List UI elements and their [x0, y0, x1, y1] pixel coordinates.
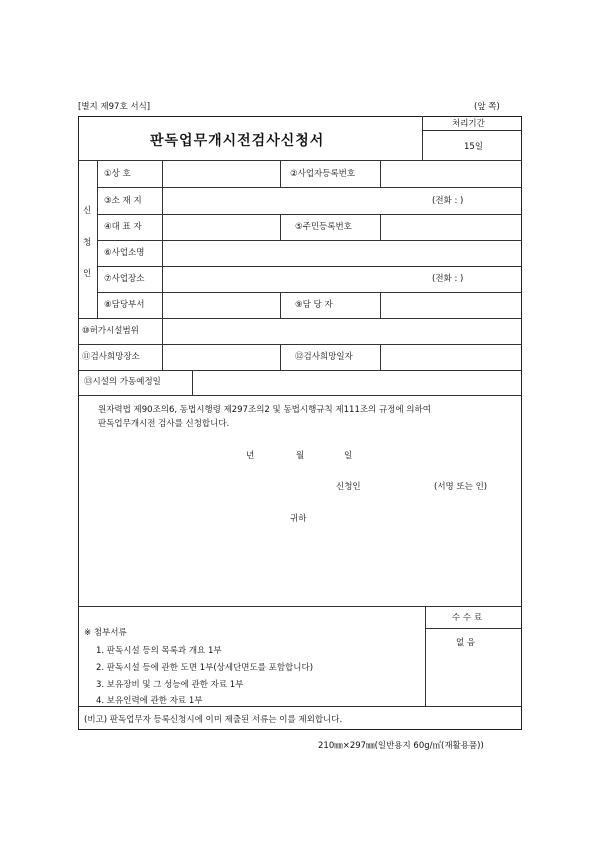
date-month-label: 월 — [296, 451, 305, 461]
permit-scope-label: ⑩허가시설범위 — [82, 326, 139, 336]
processing-period-label: 처리기간 — [452, 119, 485, 129]
divider — [380, 292, 381, 318]
divider — [192, 370, 193, 395]
workplace-field[interactable] — [165, 270, 415, 288]
divider — [97, 160, 98, 318]
attachment-item: 3. 보유장비 및 그 성능에 관한 자료 1부 — [96, 680, 244, 690]
processing-period-value: 15일 — [464, 142, 484, 152]
operation-date-field[interactable] — [195, 373, 519, 391]
form-reference: [별지 제97호 서식] — [78, 102, 151, 112]
divider — [422, 130, 522, 131]
divider — [78, 395, 522, 396]
date-month-field[interactable] — [262, 447, 292, 465]
page-side-label: (앞 쪽) — [474, 102, 500, 112]
person-in-charge-field[interactable] — [383, 296, 519, 314]
statement-line-2: 판독업무개시전 검사를 신청합니다. — [98, 419, 230, 429]
form-title: 판독업무개시전검사신청서 — [150, 133, 325, 149]
divider — [280, 214, 281, 240]
date-year-field[interactable] — [200, 447, 240, 465]
trade-name-field[interactable] — [165, 165, 277, 183]
divider — [97, 266, 522, 267]
divider — [380, 160, 381, 187]
divider — [280, 292, 281, 318]
applicant-group-label: 인 — [83, 269, 92, 279]
date-year-label: 년 — [246, 451, 255, 461]
business-name-field[interactable] — [165, 244, 519, 262]
divider — [425, 606, 426, 706]
department-label: ⑧담당부서 — [104, 300, 145, 310]
representative-field[interactable] — [165, 218, 277, 236]
biz-reg-no-field[interactable] — [383, 165, 519, 183]
date-day-label: 일 — [344, 451, 353, 461]
resident-no-field[interactable] — [383, 218, 519, 236]
divider — [97, 214, 522, 215]
person-in-charge-label: ⑨담 당 자 — [295, 300, 333, 310]
inspection-date-field[interactable] — [383, 348, 519, 366]
divider — [78, 318, 522, 319]
business-name-label: ⑥사업소명 — [104, 248, 145, 258]
divider — [97, 292, 522, 293]
paper-spec: 210㎜×297㎜(일반용지 60g/㎡(재활용품)) — [318, 741, 484, 751]
workplace-label: ⑦사업장소 — [104, 274, 145, 284]
fee-label: 수 수 료 — [452, 613, 483, 623]
permit-scope-field[interactable] — [165, 322, 519, 340]
attachments-header: ※ 첨부서류 — [84, 628, 127, 638]
divider — [78, 160, 522, 161]
remark-text: (비고) 판독업무자 등록신청시에 이미 제출된 서류는 이를 제외합니다. — [84, 715, 343, 725]
divider — [380, 214, 381, 240]
attachment-item: 1. 판독시설 등의 목록과 개요 1부 — [96, 646, 222, 656]
department-field[interactable] — [165, 296, 277, 314]
inspection-date-label: ⑫검사희망일자 — [295, 352, 353, 362]
divider — [425, 628, 522, 629]
signature-label: (서명 또는 인) — [434, 482, 488, 492]
fee-value: 없 음 — [456, 638, 476, 648]
divider — [380, 344, 381, 370]
inspection-place-field[interactable] — [165, 348, 277, 366]
phone-label-1: (전화 : ) — [432, 196, 464, 206]
applicant-group-label: 청 — [83, 238, 92, 248]
divider — [280, 160, 281, 187]
statement-line-1: 원자력법 제90조의6, 동법시행령 제297조의2 및 동법시행규칙 제111조의 규정에 의하여 — [98, 405, 431, 415]
representative-label: ④대 표 자 — [104, 222, 142, 232]
inspection-place-label: ⑪검사희망장소 — [82, 352, 140, 362]
divider — [97, 240, 522, 241]
address-field[interactable] — [165, 192, 415, 210]
divider — [78, 344, 522, 345]
divider — [280, 344, 281, 370]
operation-date-label: ⑬시설의 가동예정일 — [84, 377, 161, 387]
divider — [97, 187, 522, 188]
attachment-item: 4. 보유인력에 관한 자료 1부 — [96, 696, 203, 706]
applicant-group-label: 신 — [83, 206, 92, 216]
attachment-item: 2. 판독시설 등에 관한 도면 1부(상세단면도를 포함합니다) — [96, 663, 314, 673]
date-day-field[interactable] — [310, 447, 340, 465]
divider — [78, 370, 522, 371]
divider — [162, 160, 163, 370]
addressee-label: 귀하 — [290, 514, 307, 524]
divider — [78, 606, 522, 607]
applicant-label: 신청인 — [336, 482, 361, 492]
applicant-signature-field[interactable] — [368, 478, 428, 496]
phone-label-2: (전화 : ) — [432, 274, 464, 284]
trade-name-label: ①상 호 — [104, 169, 131, 179]
resident-no-label: ⑤주민등록번호 — [295, 222, 352, 232]
biz-reg-no-label: ②사업자등록번호 — [290, 169, 356, 179]
divider — [422, 116, 423, 160]
address-label: ③소 재 지 — [104, 196, 142, 206]
